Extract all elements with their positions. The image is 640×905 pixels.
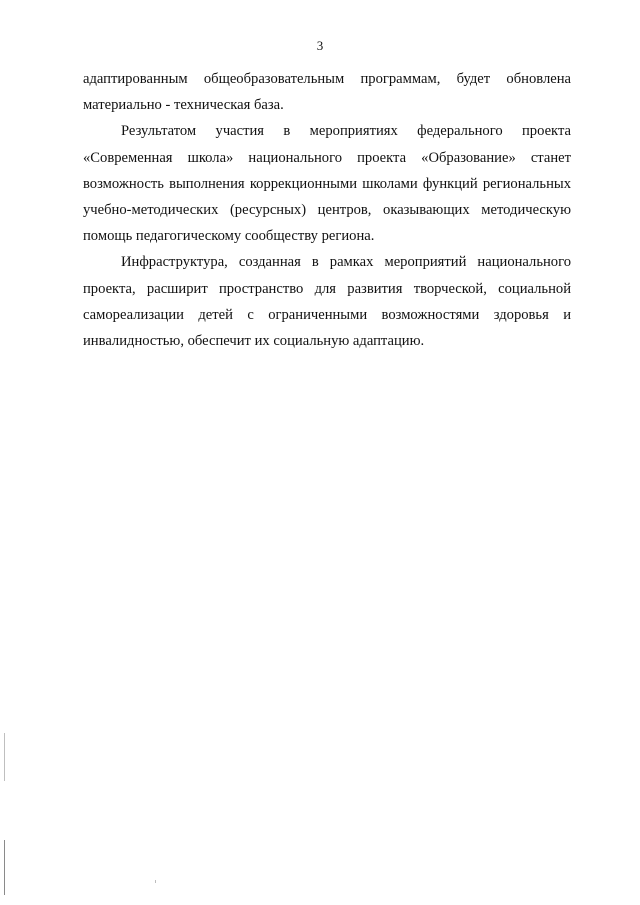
- paragraph-infrastructure: Инфраструктура, созданная в рамках мероприятий национального проекта, расширит пространство для развития творческой, социальной самореализации детей с ограниченными возможностями здоровья и инвалидностью, обеспечит их социальную адаптацию.: [83, 254, 571, 350]
- scan-edge-mark: [4, 840, 5, 895]
- page-number: 3: [316, 38, 324, 53]
- paragraph-results: Результатом участия в мероприятиях федерального проекта «Современная школа» национального проекта «Образование» станет возможность выполнения коррекционными школами функций региональных учебно-методических (ресурсных) центров, оказывающих методическую помощь педагогическому сообществу региона.: [83, 123, 571, 245]
- scan-edge-mark: [4, 733, 5, 781]
- scan-speck: [155, 880, 156, 883]
- paragraph-continuation: адаптированным общеобразовательным программам, будет обновлена материально - техническая база.: [83, 71, 571, 114]
- document-body: [83, 66, 571, 354]
